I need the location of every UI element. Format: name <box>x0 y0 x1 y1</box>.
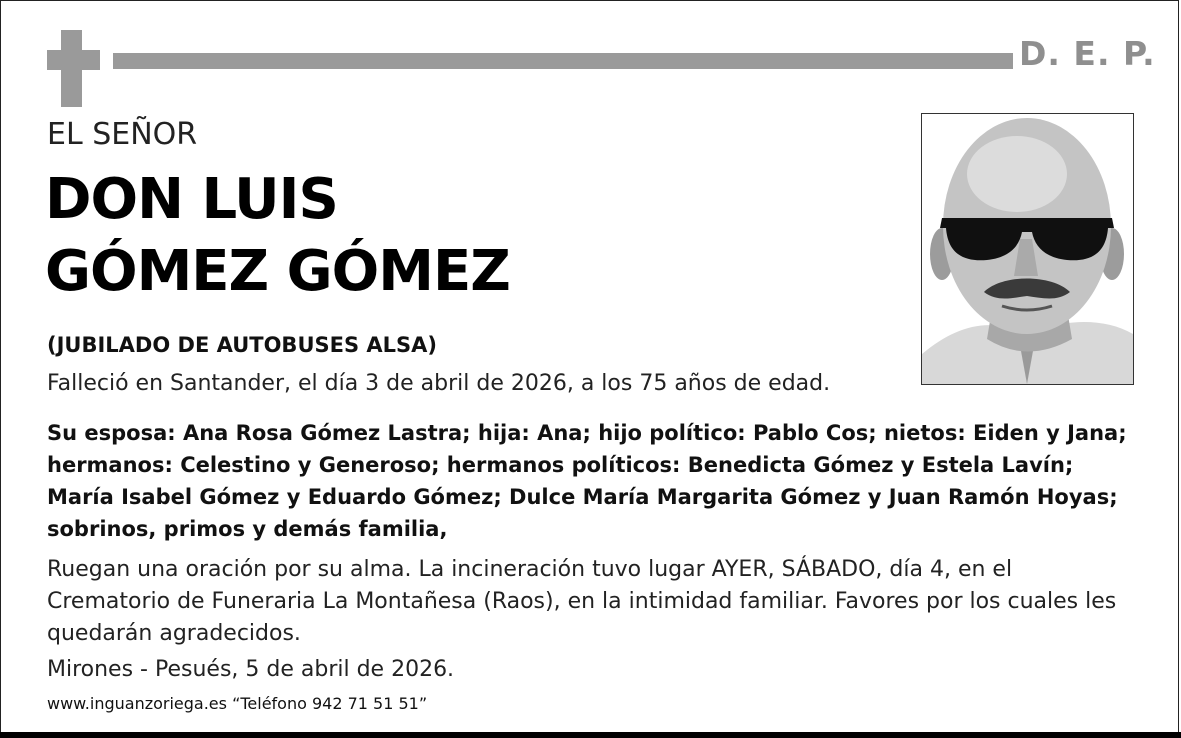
bottom-border <box>0 732 1181 738</box>
ceremony-text: Ruegan una oración por su alma. La incineración tuvo lugar AYER, SÁBADO, día 4, en el Crematorio de Funeraria La Montañesa (Raos), en la intimidad familiar. Favores por los cuales les quedarán agradecidos. <box>47 557 1117 646</box>
deceased-photo <box>921 113 1134 385</box>
name-line-1: DON LUIS <box>45 167 338 232</box>
place-date: Mirones - Pesués, 5 de abril de 2026. <box>47 657 455 682</box>
death-notice: Falleció en Santander, el día 3 de abril de 2026, a los 75 años de edad. <box>47 371 831 396</box>
occupation: (JUBILADO DE AUTOBUSES ALSA) <box>47 333 438 357</box>
header-rule <box>113 53 1013 69</box>
honorific-title: EL SEÑOR <box>47 117 198 152</box>
name-line-2: GÓMEZ GÓMEZ <box>45 239 510 304</box>
deceased-name <box>45 164 510 308</box>
family-list: Su esposa: Ana Rosa Gómez Lastra; hija: Ana; hijo político: Pablo Cos; nietos: Eiden y Jana; hermanos: Celestino y Generoso; hermanos políticos: Benedicta Gómez y Estela Lavín; María Isabel Gómez y Eduardo Gómez; Dulce María Margarita Gómez y Juan Ramón Hoyas; sobrinos, primos y demás familia, <box>47 421 1127 541</box>
dep-mark: D. E. P. <box>1019 34 1156 73</box>
contact-line: www.inguanzoriega.es “Teléfono 942 71 51 51” <box>47 694 428 713</box>
